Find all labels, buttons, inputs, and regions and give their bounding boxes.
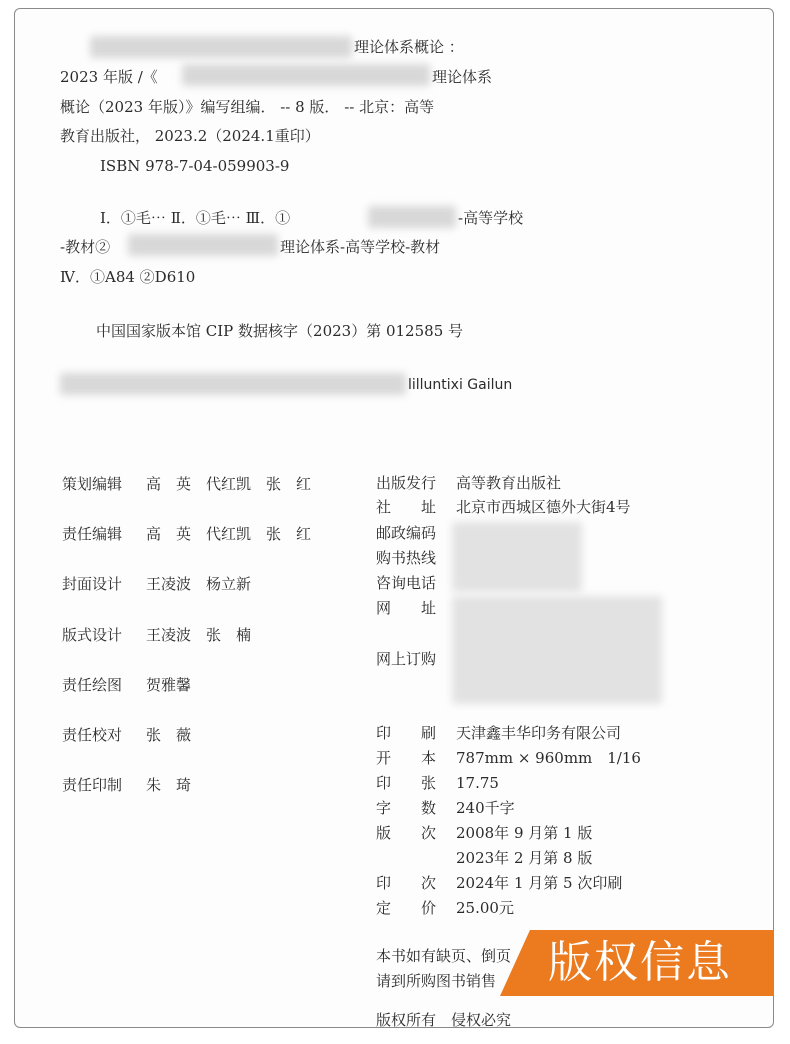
publisher-label: 邮政编码 [376, 524, 437, 542]
print-value: 25.00元 [456, 899, 514, 917]
staff-value: 王凌波 杨立新 [146, 575, 252, 593]
cip-number: 中国国家版本馆 CIP 数据核字（2023）第 012585 号 [96, 322, 464, 340]
print-value: 240千字 [456, 799, 515, 817]
redacted-class-1 [368, 206, 456, 228]
print-value: 2023年 2 月第 8 版 [456, 849, 593, 867]
print-label: 定 价 [376, 899, 437, 917]
publisher-label: 咨询电话 [376, 574, 437, 592]
print-label: 印 张 [376, 774, 437, 792]
staff-label: 责任印制 [62, 776, 123, 794]
print-label: 开 本 [376, 749, 437, 767]
notice-line2: 请到所购图书销售 [376, 972, 497, 990]
print-label: 印 刷 [376, 724, 437, 742]
publisher-label: 网上订购 [376, 650, 437, 668]
print-label: 字 数 [376, 799, 437, 817]
cip-line2-tail: 理论体系 [432, 68, 493, 86]
staff-value: 高 英 代红凯 张 红 [146, 525, 312, 543]
print-value: 2008年 9 月第 1 版 [456, 824, 593, 842]
staff-label: 责任绘图 [62, 676, 123, 694]
staff-label: 封面设计 [62, 575, 123, 593]
staff-value: 朱 琦 [146, 776, 192, 794]
cip-line4: 教育出版社， 2023.2（2024.1重印） [60, 127, 320, 145]
print-value: 17.75 [456, 774, 499, 792]
staff-value: 高 英 代红凯 张 红 [146, 475, 312, 493]
staff-label: 责任校对 [62, 726, 123, 744]
classification-line2-tail: 理论体系-高等学校-教材 [280, 238, 441, 256]
cip-line1-tail: 理论体系概论 ： [354, 38, 464, 56]
redacted-title [90, 36, 352, 58]
print-value: 787mm × 960mm 1/16 [456, 749, 641, 767]
copyright-info-badge-text: 版权信息 [548, 937, 732, 988]
publisher-label: 网 址 [376, 599, 437, 617]
print-label: 版 次 [376, 824, 437, 842]
staff-label: 策划编辑 [62, 475, 123, 493]
staff-value: 张 薇 [146, 726, 192, 744]
cip-line2-head: 2023 年版 /《 [60, 68, 158, 86]
redacted-contact-block [452, 522, 582, 592]
staff-label: 版式设计 [62, 626, 123, 644]
staff-value: 贺雅馨 [146, 676, 192, 694]
print-value: 天津鑫丰华印务有限公司 [456, 724, 622, 742]
publisher-label: 出版发行 [376, 474, 437, 492]
redacted-class-2 [128, 234, 278, 256]
pinyin-tail: lilluntixi Gailun [408, 377, 513, 393]
staff-label: 责任编辑 [62, 525, 123, 543]
staff-value: 王凌波 张 楠 [146, 626, 252, 644]
publisher-label: 社 址 [376, 498, 437, 516]
copyright-line: 版权所有 侵权必究 [376, 1011, 512, 1029]
publisher-value: 高等教育出版社 [456, 474, 562, 492]
publisher-label: 购书热线 [376, 549, 437, 567]
redacted-title-2 [182, 64, 430, 86]
classification-line2-head: -教材② [60, 238, 111, 256]
classification-line3: Ⅳ．①A84 ②D610 [60, 268, 196, 286]
classification-line1-tail: -高等学校 [458, 209, 524, 227]
redacted-url-block [452, 596, 662, 704]
notice-line1: 本书如有缺页、倒页 [376, 947, 512, 965]
cip-line3: 概论（2023 年版）》编写组编． -- 8 版． -- 北京：高等 [60, 98, 435, 116]
isbn: ISBN 978-7-04-059903-9 [100, 157, 290, 175]
redacted-pinyin [60, 373, 406, 395]
print-label: 印 次 [376, 874, 437, 892]
classification-line1-head: Ⅰ．①毛⋯ Ⅱ．①毛⋯ Ⅲ．① [100, 209, 291, 227]
print-value: 2024年 1 月第 5 次印刷 [456, 874, 623, 892]
publisher-value: 北京市西城区德外大街4号 [456, 498, 631, 516]
